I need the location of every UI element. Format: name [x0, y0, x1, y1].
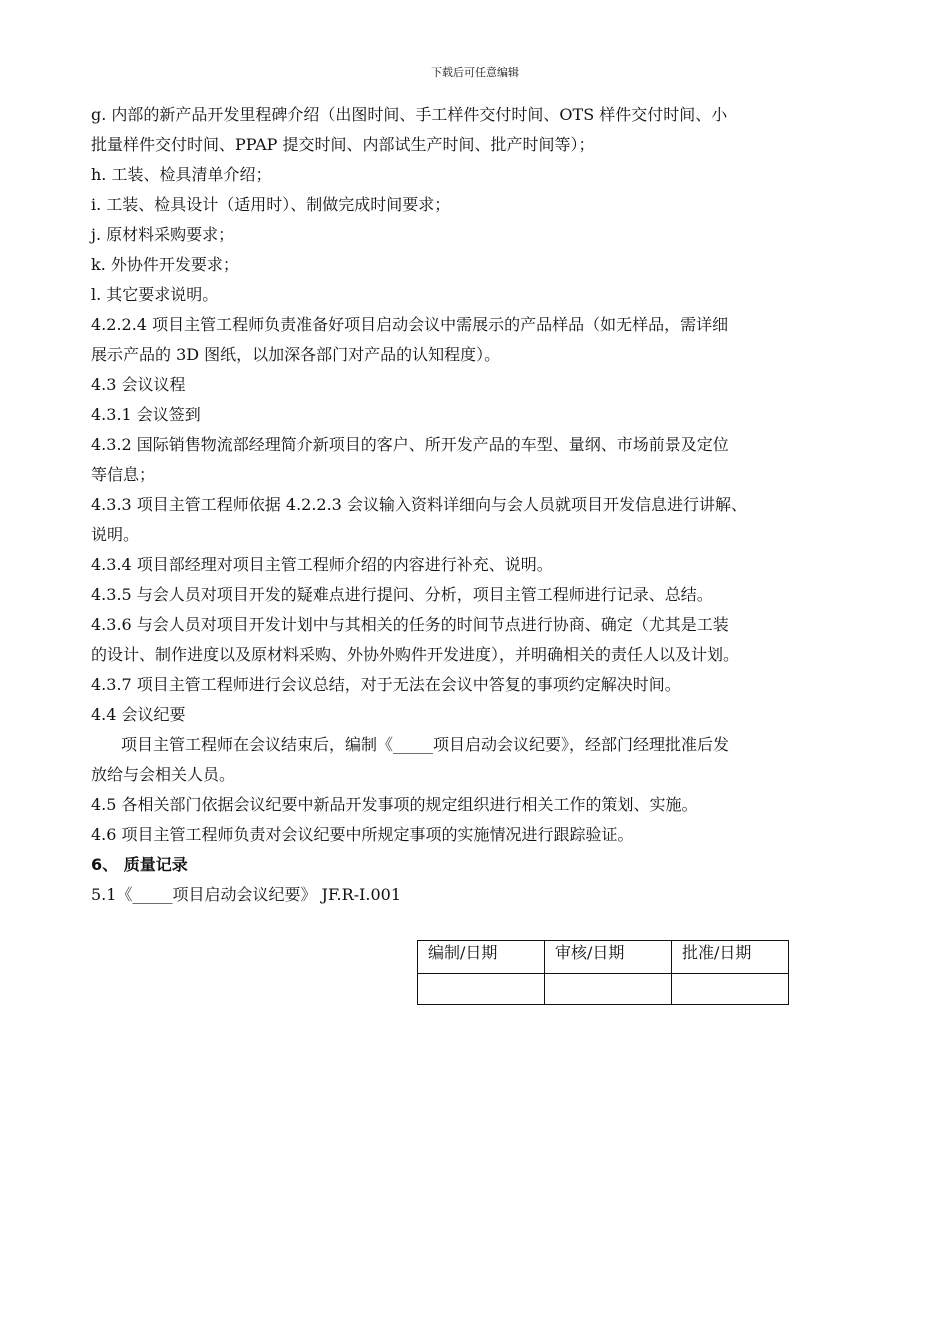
review-date-cell[interactable]	[545, 974, 672, 1005]
text-line: 4.3.3 项目主管工程师依据 4.2.2.3 会议输入资料详细向与会人员就项目开发信息进行讲解、	[91, 495, 747, 514]
section-heading: 4.3 会议议程	[91, 375, 186, 394]
text-line: k. 外协件开发要求；	[91, 255, 239, 274]
text-line: i. 工装、检具设计（适用时）、制做完成时间要求；	[91, 195, 451, 214]
signature-header-row	[418, 941, 789, 974]
text-line: 批量样件交付时间、PPAP 提交时间、内部试生产时间、批产时间等）；	[91, 135, 595, 154]
text-line: g. 内部的新产品开发里程碑介绍（出图时间、手工样件交付时间、OTS 样件交付时间、小	[91, 105, 728, 124]
section-heading: 4.4 会议纪要	[91, 705, 186, 724]
text-line: 4.6 项目主管工程师负责对会议纪要中所规定事项的实施情况进行跟踪验证。	[91, 825, 634, 844]
text-line: 4.2.2.4 项目主管工程师负责准备好项目启动会议中需展示的产品样品（如无样品，需详细	[91, 315, 729, 334]
text-line: 4.3.2 国际销售物流部经理简介新项目的客户、所开发产品的车型、量纲、市场前景及定位	[91, 435, 729, 454]
signature-value-row	[418, 974, 789, 1005]
compile-date-cell[interactable]	[418, 974, 545, 1005]
text-line: 项目主管工程师在会议结束后，编制《_____项目启动会议纪要》，经部门经理批准后发	[121, 735, 730, 754]
page-header-note: 下载后可任意编辑	[431, 66, 519, 79]
compile-date-header: 编制/日期	[418, 941, 545, 974]
text-line: 说明。	[91, 525, 140, 544]
text-line: 放给与会相关人员。	[91, 765, 236, 784]
text-line: 4.5 各相关部门依据会议纪要中新品开发事项的规定组织进行相关工作的策划、实施。	[91, 795, 698, 814]
text-line: j. 原材料采购要求；	[91, 225, 235, 244]
text-line: 5.1《_____项目启动会议纪要》 JF.R-I.001	[91, 885, 402, 904]
approve-date-header: 批准/日期	[672, 941, 789, 974]
text-line: 展示产品的 3D 图纸，以加深各部门对产品的认知程度）。	[91, 345, 501, 364]
quality-record-heading: 6、 质量记录	[91, 855, 188, 874]
text-line: 4.3.7 项目主管工程师进行会议总结，对于无法在会议中答复的事项约定解决时间。	[91, 675, 681, 694]
text-line: l. 其它要求说明。	[91, 285, 219, 304]
text-line: 的设计、制作进度以及原材料采购、外协外购件开发进度），并明确相关的责任人以及计划。	[91, 645, 740, 664]
text-line: 4.3.6 与会人员对项目开发计划中与其相关的任务的时间节点进行协商、确定（尤其是工装	[91, 615, 729, 634]
text-line: 4.3.4 项目部经理对项目主管工程师介绍的内容进行补充、说明。	[91, 555, 553, 574]
document-body	[91, 100, 881, 910]
approve-date-cell[interactable]	[672, 974, 789, 1005]
text-line: h. 工装、检具清单介绍；	[91, 165, 272, 184]
text-line: 等信息；	[91, 465, 156, 484]
review-date-header: 审核/日期	[545, 941, 672, 974]
text-line: 4.3.5 与会人员对项目开发的疑难点进行提问、分析，项目主管工程师进行记录、总结。	[91, 585, 713, 604]
text-line: 4.3.1 会议签到	[91, 405, 201, 424]
signature-table	[417, 940, 789, 1005]
